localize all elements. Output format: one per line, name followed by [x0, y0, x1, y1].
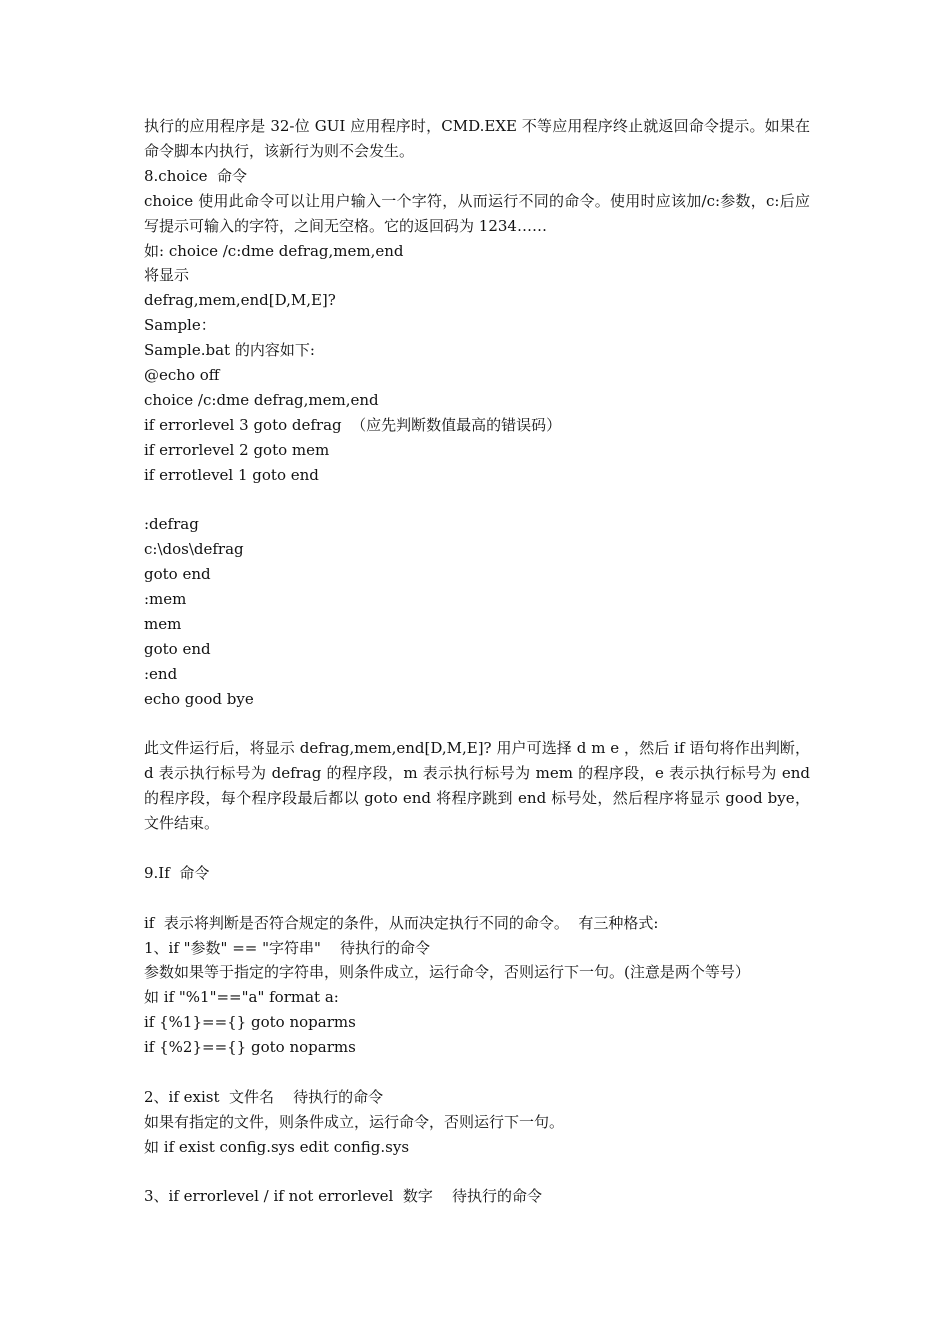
text-line: Sample：	[144, 316, 216, 335]
blank-line	[144, 711, 810, 736]
blank-line	[144, 836, 810, 861]
document-page	[144, 114, 810, 1209]
code-line: :defrag	[144, 515, 199, 534]
text-line: 如果有指定的文件，则条件成立，运行命令，否则运行下一句。	[144, 1112, 565, 1131]
code-line: :end	[144, 664, 178, 683]
text-line: 1、if "参数" == "字符串" 待执行的命令	[144, 938, 431, 957]
paragraph: 此文件运行后，将显示 defrag,mem,end[D,M,E]? 用户可选择 d m e ，然后 if 语句将作出判断，d 表示执行标号为 defrag 的程序段，m 表示执行标号为 mem 的程序段，e 表示执行标号为 end 的程序段，每个程序段最后都以 goto end 将程序跳到 end 标号处，然后程序将显示 good bye，文件结束。	[144, 739, 810, 833]
code-line: :mem	[144, 589, 187, 608]
code-line: @echo off	[144, 365, 220, 384]
code-line: if {%1}=={} goto noparms	[144, 1013, 356, 1032]
text-line: if 表示将判断是否符合规定的条件，从而决定执行不同的命令。 有三种格式:	[144, 913, 659, 932]
text-line: 如 if exist config.sys edit config.sys	[144, 1137, 410, 1156]
text-line: Sample.bat 的内容如下:	[144, 341, 315, 360]
paragraph: 执行的应用程序是 32-位 GUI 应用程序时，CMD.EXE 不等应用程序终止就返回命令提示。如果在命令脚本内执行，该新行为则不会发生。	[144, 117, 810, 160]
code-line: if errorlevel 2 goto mem	[144, 440, 330, 459]
text-line: defrag,mem,end[D,M,E]?	[144, 291, 336, 310]
text-line: 2、if exist 文件名 待执行的命令	[144, 1087, 384, 1106]
text-line: 3、if errorlevel / if not errorlevel 数字 待执行的命令	[144, 1187, 542, 1206]
blank-line	[144, 1060, 810, 1085]
blank-line	[144, 487, 810, 512]
code-line: echo good bye	[144, 689, 254, 708]
code-line: mem	[144, 614, 182, 633]
paragraph: choice 使用此命令可以让用户输入一个字符，从而运行不同的命令。使用时应该加/c:参数，c:后应写提示可输入的字符，之间无空格。它的返回码为 1234……	[144, 191, 810, 235]
blank-line	[144, 886, 810, 911]
heading-choice: 8.choice 命令	[144, 166, 248, 185]
text-line: 将显示	[144, 266, 190, 285]
code-line: goto end	[144, 639, 211, 658]
code-line: if errotlevel 1 goto end	[144, 465, 319, 484]
code-line: if {%2}=={} goto noparms	[144, 1038, 356, 1057]
code-line: c:\dos\defrag	[144, 540, 244, 559]
heading-if: 9.If 命令	[144, 863, 210, 882]
text-line: 如: choice /c:dme defrag,mem,end	[144, 241, 404, 260]
code-line: choice /c:dme defrag,mem,end	[144, 390, 379, 409]
code-line: if errorlevel 3 goto defrag （应先判断数值最高的错误码）	[144, 415, 562, 434]
text-line: 如 if "%1"=="a" format a:	[144, 988, 339, 1007]
text-line: 参数如果等于指定的字符串，则条件成立，运行命令，否则运行下一句。(注意是两个等号）	[144, 963, 750, 982]
code-line: goto end	[144, 565, 211, 584]
blank-line	[144, 1160, 810, 1185]
